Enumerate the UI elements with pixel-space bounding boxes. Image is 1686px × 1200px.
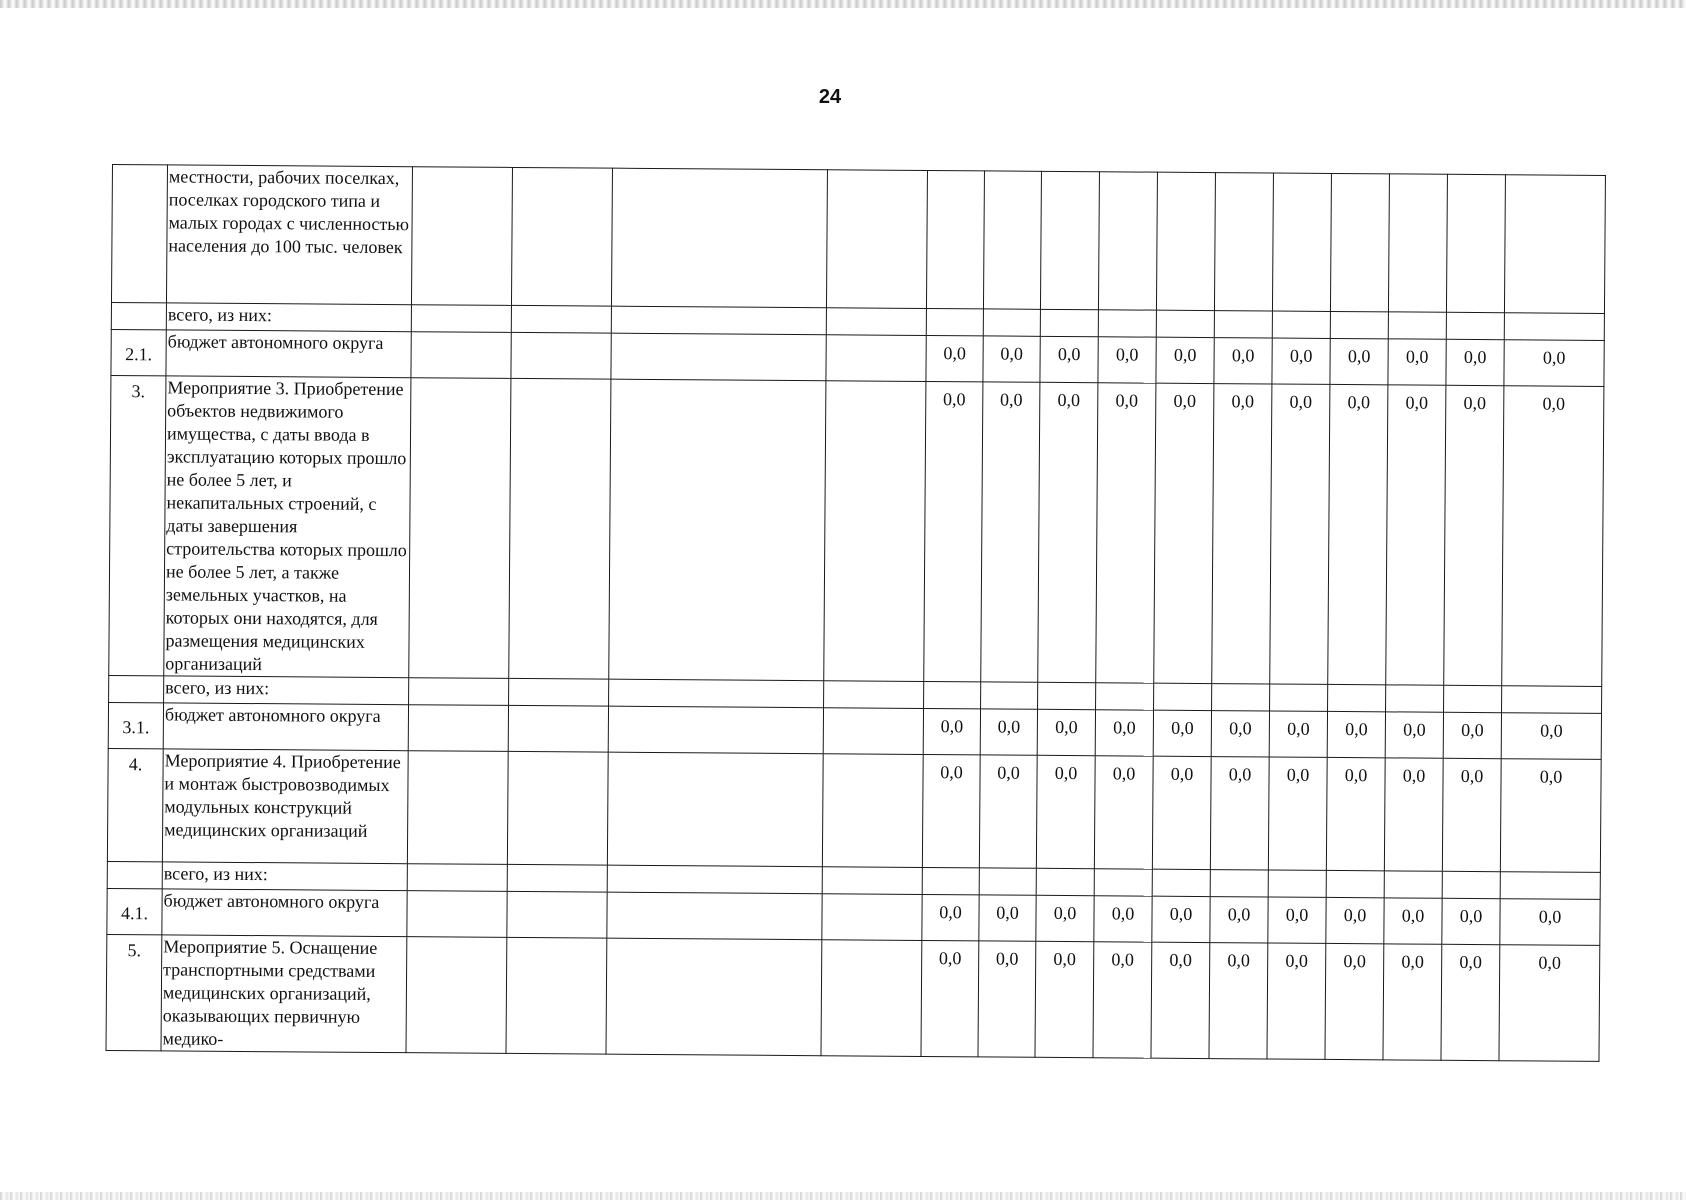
value-cell [981, 682, 1038, 709]
value-cell: 0,0 [1325, 943, 1384, 1059]
empty-cell [411, 305, 511, 333]
empty-cell [511, 332, 611, 379]
value-cell: 0,0 [1500, 759, 1601, 873]
value-cell [1444, 685, 1502, 712]
value-cell: 0,0 [1098, 337, 1156, 383]
row-description: всего, из них: [162, 862, 407, 891]
value-cell: 0,0 [981, 382, 1040, 682]
value-cell: 0,0 [1152, 756, 1211, 869]
value-cell [983, 171, 1041, 309]
empty-cell [408, 705, 508, 752]
value-cell [1326, 870, 1384, 897]
empty-cell [411, 332, 511, 379]
value-cell: 0,0 [922, 754, 980, 867]
value-cell [1210, 870, 1268, 897]
row-description: всего, из них: [166, 303, 411, 332]
value-cell [1094, 869, 1152, 896]
value-cell: 0,0 [1446, 339, 1504, 385]
table-body [106, 165, 1605, 1062]
empty-cell [407, 751, 508, 865]
empty-cell [407, 864, 507, 892]
row-number [111, 165, 167, 303]
value-cell: 0,0 [922, 894, 979, 940]
value-cell [1098, 310, 1156, 337]
value-cell [1040, 309, 1098, 336]
value-cell [1040, 171, 1099, 309]
value-cell: 0,0 [1154, 383, 1214, 683]
value-cell [1038, 682, 1096, 709]
empty-cell [606, 938, 822, 1056]
value-cell: 0,0 [1036, 755, 1095, 868]
empty-cell [609, 379, 826, 681]
value-cell: 0,0 [1326, 757, 1385, 870]
value-cell: 0,0 [1442, 898, 1500, 944]
empty-cell [611, 333, 826, 381]
value-cell [1036, 868, 1094, 895]
value-cell [1156, 172, 1215, 310]
value-cell: 0,0 [1385, 712, 1443, 758]
value-cell: 0,0 [1267, 943, 1326, 1059]
value-cell [1388, 312, 1446, 339]
value-cell [1500, 872, 1600, 900]
value-cell: 0,0 [1270, 384, 1330, 684]
row-number: 5. [106, 934, 162, 1050]
value-cell: 0,0 [1152, 896, 1210, 942]
empty-cell [507, 864, 607, 892]
empty-cell [507, 891, 607, 938]
table-row [109, 375, 1604, 686]
value-cell: 0,0 [1035, 941, 1094, 1057]
empty-cell [511, 305, 611, 333]
value-cell [922, 867, 979, 894]
page-number: 24 [818, 86, 842, 108]
row-number [109, 675, 164, 702]
value-cell: 0,0 [1211, 711, 1269, 757]
value-cell [924, 681, 981, 708]
value-cell [1442, 871, 1500, 898]
empty-cell [611, 306, 826, 335]
row-number: 4. [107, 748, 163, 861]
value-cell: 0,0 [921, 940, 979, 1056]
value-cell: 0,0 [924, 381, 983, 681]
row-number: 2.1. [111, 329, 166, 375]
value-cell: 0,0 [1214, 338, 1272, 384]
value-cell: 0,0 [1038, 382, 1098, 682]
value-cell: 0,0 [1212, 384, 1272, 684]
empty-cell [607, 865, 822, 894]
empty-cell [823, 708, 923, 755]
row-description: Мероприятие 5. Оснащение транспортными средствами медицинских организаций, оказывающих первичную медико- [161, 935, 407, 1053]
row-number [111, 302, 166, 329]
scan-edge-top [0, 0, 1686, 8]
value-cell [1384, 871, 1442, 898]
value-cell: 0,0 [1093, 942, 1152, 1058]
value-cell: 0,0 [1156, 337, 1214, 383]
value-cell: 0,0 [1268, 897, 1326, 943]
value-cell [1504, 175, 1605, 314]
value-cell: 0,0 [1268, 757, 1327, 870]
empty-cell [607, 752, 823, 867]
value-cell: 0,0 [1501, 713, 1601, 760]
value-cell [926, 308, 983, 335]
value-cell: 0,0 [1326, 897, 1384, 943]
empty-cell [506, 937, 607, 1054]
empty-cell [411, 167, 512, 306]
empty-cell [409, 678, 509, 706]
value-cell: 0,0 [1500, 899, 1600, 946]
value-cell: 0,0 [1094, 756, 1153, 869]
table-row [106, 934, 1600, 1061]
value-cell: 0,0 [1386, 385, 1446, 685]
empty-cell [826, 170, 927, 309]
value-cell [1386, 685, 1444, 712]
empty-cell [507, 751, 608, 865]
row-description: всего, из них: [164, 676, 409, 705]
empty-cell [611, 168, 827, 308]
empty-cell [822, 754, 923, 868]
value-cell: 0,0 [978, 941, 1036, 1057]
row-number: 3.1. [108, 702, 163, 748]
value-cell: 0,0 [1269, 711, 1327, 757]
value-cell: 0,0 [1037, 709, 1095, 755]
row-number: 4.1. [107, 888, 162, 934]
value-cell: 0,0 [1036, 895, 1094, 941]
value-cell: 0,0 [1384, 758, 1443, 871]
value-cell [926, 170, 984, 308]
value-cell: 0,0 [1272, 338, 1330, 384]
value-cell: 0,0 [1330, 338, 1388, 384]
table-row [107, 748, 1601, 872]
value-cell: 0,0 [1328, 384, 1388, 684]
row-number [107, 861, 162, 888]
empty-cell [821, 940, 922, 1057]
value-cell: 0,0 [923, 708, 980, 754]
row-description: Мероприятие 3. Приобретение объектов недвижимого имущества, с даты ввода в эксплуатацию которых прошло не более 5 лет, и некапитальных строений, с даты завершения строительства которых прошло не более 5 лет, а также земельных участков, на которых они находятся, для размещения медицинских организаций [164, 376, 411, 678]
empty-cell [608, 706, 823, 754]
empty-cell [824, 681, 924, 709]
value-cell: 0,0 [1096, 383, 1156, 683]
value-cell: 0,0 [1095, 710, 1153, 756]
value-cell [1388, 174, 1447, 312]
value-cell: 0,0 [1094, 896, 1152, 942]
table-row [111, 165, 1605, 314]
value-cell: 0,0 [1441, 944, 1500, 1060]
value-cell: 0,0 [1388, 339, 1446, 385]
row-description: местности, рабочих поселках, поселках городского типа и малых городах с численностью населения до 100 тыс. человек [166, 165, 412, 305]
row-description: Мероприятие 4. Приобретение и монтаж быстровозводимых модульных конструкций медицинских организаций [162, 749, 408, 864]
value-cell: 0,0 [1153, 710, 1211, 756]
value-cell [1270, 684, 1328, 711]
value-cell [1272, 173, 1331, 311]
value-cell: 0,0 [1444, 385, 1504, 685]
value-cell [1502, 686, 1602, 714]
empty-cell [826, 335, 926, 382]
empty-cell [824, 381, 926, 682]
value-cell [1330, 173, 1389, 311]
value-cell: 0,0 [1442, 758, 1501, 871]
value-cell [1268, 870, 1326, 897]
row-description: бюджет автономного округа [163, 703, 408, 751]
row-number: 3. [109, 375, 166, 675]
value-cell: 0,0 [1210, 897, 1268, 943]
empty-cell [511, 167, 612, 306]
empty-cell [508, 705, 608, 752]
value-cell: 0,0 [1502, 386, 1604, 687]
value-cell [1096, 683, 1154, 710]
value-cell: 0,0 [1499, 945, 1600, 1062]
value-cell: 0,0 [980, 709, 1037, 755]
budget-table-container [105, 164, 1601, 1062]
empty-cell [509, 678, 609, 706]
row-description: бюджет автономного округа [166, 330, 411, 378]
value-cell [1328, 684, 1386, 711]
empty-cell [822, 867, 922, 895]
empty-cell [409, 378, 511, 679]
empty-cell [406, 937, 507, 1054]
value-cell: 0,0 [983, 336, 1040, 382]
empty-cell [607, 892, 822, 940]
value-cell [1212, 684, 1270, 711]
value-cell [1098, 172, 1157, 310]
value-cell [1446, 312, 1504, 339]
value-cell: 0,0 [1209, 943, 1268, 1059]
value-cell: 0,0 [1504, 340, 1604, 387]
scan-edge-bottom [0, 1192, 1686, 1200]
value-cell: 0,0 [1151, 942, 1210, 1058]
value-cell: 0,0 [1443, 712, 1501, 758]
budget-table [105, 164, 1605, 1062]
value-cell: 0,0 [979, 755, 1037, 868]
value-cell: 0,0 [1040, 336, 1098, 382]
value-cell [1154, 683, 1212, 710]
value-cell [979, 868, 1036, 895]
value-cell: 0,0 [1327, 711, 1385, 757]
value-cell [1214, 173, 1273, 311]
empty-cell [509, 378, 611, 679]
value-cell: 0,0 [979, 895, 1036, 941]
value-cell [1330, 311, 1388, 338]
value-cell: 0,0 [1210, 757, 1269, 870]
value-cell [1272, 311, 1330, 338]
empty-cell [826, 308, 926, 336]
value-cell: 0,0 [1384, 898, 1442, 944]
value-cell: 0,0 [1383, 944, 1442, 1060]
value-cell [1156, 310, 1214, 337]
value-cell [1214, 311, 1272, 338]
empty-cell [822, 894, 922, 941]
value-cell [1446, 174, 1505, 312]
value-cell: 0,0 [926, 335, 983, 381]
empty-cell [407, 891, 507, 938]
value-cell [983, 309, 1040, 336]
value-cell [1152, 869, 1210, 896]
row-description: бюджет автономного округа [162, 889, 407, 937]
value-cell [1504, 313, 1604, 341]
empty-cell [609, 679, 824, 708]
